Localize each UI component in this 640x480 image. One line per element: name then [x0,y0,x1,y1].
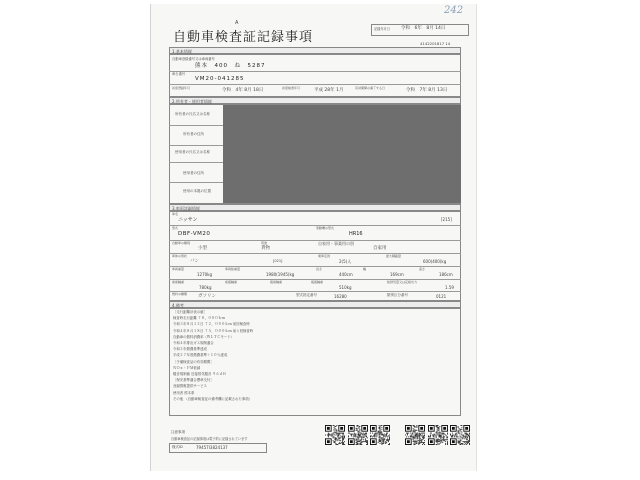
qr-code-icon [370,425,390,445]
qr-code-icon [450,425,470,445]
fuel-type-label: 燃料の種類 [172,292,188,296]
qr-code-icon [325,425,345,445]
capacity-value: 2(5)人 [339,259,352,264]
divider [169,266,461,267]
remark-line: 登録情報提供サービス [173,384,207,389]
user-address-label: 使用者の住所 [183,171,204,175]
max-load-label: 最大積載量 [386,254,402,258]
front-axle-value: 780kg [199,285,212,290]
user-name-label: 使用者の氏名又は名称 [175,150,210,154]
first-inspection-label: 初度検査年月 [282,86,301,90]
gross-weight-label: 車両総重量 [225,267,241,271]
body-shape-value: バン [190,259,199,264]
gross-weight-value: 1980(1945)kg [266,272,295,277]
remark-line: 令和４年８月１８日 ７５，０００ｋｍ 前々回検査時 [173,328,254,333]
remark-line: ＮＯｘ・ＰＭ低減 [173,365,201,370]
category-number-label: 類別区分番号 [387,293,408,297]
redaction-block [223,105,461,203]
first-registration-label: 初度登録年月 [172,86,191,90]
front-axle-label: 前前軸重 [172,280,185,284]
length-value: 440cm [339,272,353,277]
document-title: 自動車検査証記録事項 [173,30,314,45]
purpose-label: 自家用・事業用の別 [318,241,354,246]
remark-line: 令和３年８月１２日 ７２，０００ｋｍ 前回検査時 [173,322,250,327]
section-basic-info-title: 1.基本情報 [172,48,192,54]
revision-mark: A [235,20,239,26]
fuel-type-value: ガソリン [198,294,216,299]
width-value: 169cm [390,272,404,277]
remark-line: 検査時走行距離 ７８，０００ｋｍ [173,316,225,321]
owner-name-label: 所有者の氏名又は名称 [175,112,210,116]
type-designation-label: 型式指定番号 [296,293,317,297]
section-owner-title: 2.所有者・使用者情報 [172,98,212,104]
registration-number-label: 自動車登録番号又は車両番号 [172,57,215,61]
remark-line: ［保安基準適合標章交付］ [173,378,214,383]
max-load-value: 600(400)kg [423,259,447,264]
body-shape-label: 車体の形状 [172,254,188,258]
issue-date-value: 令和 6年 8月 14日 [401,26,446,31]
inspection-certificate-page [150,4,477,471]
registration-number-value: 熊本 400 ね 5287 [195,63,266,69]
divider [169,240,461,241]
qr-code-icon [348,425,368,445]
maker-label: 車名 [172,212,179,216]
section-remarks-title: 4.備考 [172,302,184,308]
expiry-date-value: 令和 7年 8月 13日 [406,88,448,93]
section-vehicle-title: 3.車両詳細情報 [172,205,200,211]
type-designation-value: 16280 [334,294,347,299]
width-label: 幅 [363,267,367,271]
notes-title: 注意事項 [171,430,185,434]
remark-line: ［予備検査証の有効期間］ [173,359,214,364]
vehicle-weight-label: 車両重量 [172,267,185,271]
remark-line: 令和４年排出ガス規制適合 [173,341,214,345]
section-owner-header [169,97,461,104]
model-label: 型式 [172,226,179,230]
engine-model-label: 原動機の型式 [316,226,335,230]
remark-line: その他 （自動車検査証の備考欄に記載された事項） [173,396,253,401]
expiry-date-label: 有効期間の満了する日 [355,86,386,90]
rear-axle-label: 後後軸重 [311,280,324,284]
form-id-label: 様式ID [172,445,183,449]
maker-value: ニッサン [178,217,198,223]
vehicle-class-label: 自動車の種別 [172,241,191,245]
section-remarks-header [169,301,461,308]
remark-line: 平成２７年度燃費基準＋１０％達成 [173,353,228,358]
form-id-value: 79457I3824137 [196,445,228,450]
reference-number: 4142201817 14 [420,41,451,46]
issue-date-label: 記録年月日 [374,27,390,31]
remark-line: 令和２年燃費基準達成 [173,347,207,352]
body-shape-code: [021] [273,259,283,263]
section-basic-info-header [169,47,461,54]
divider [169,71,461,72]
rear-front-axle-label: 後前軸重 [270,280,283,284]
handwritten-page-number: 242 [444,5,464,16]
chassis-number-label: 車台番号 [172,72,186,76]
front-rear-axle-label: 前後軸重 [225,280,238,284]
remark-line: ［走行距離計表示値］ [173,310,207,314]
remark-line: 使用者 熊本県 [173,390,195,395]
remark-line: 自動車の燃料消費率（ＷＬＴＣモード） [173,334,234,339]
purpose-value: 自家用 [373,246,387,251]
qr-code-icon [428,425,448,445]
use-value: 貨物 [261,246,270,251]
notes-text: 自動車検査証の記録事項は電子的に記録されています [171,437,248,441]
section-vehicle-header [169,204,461,211]
capacity-label: 乗車定員 [318,254,331,258]
qr-code-icon [405,425,425,445]
vehicle-class-value: 小型 [198,246,207,251]
vehicle-weight-value: 1270kg [197,272,213,277]
owner-address-label: 所有者の住所 [183,132,204,136]
first-inspection-value: 平成 28年 1月 [314,88,344,93]
displacement-value: 1.59 [445,285,454,290]
divider [169,84,461,85]
maker-code: [215] [441,217,452,222]
displacement-label: 総排気量又は定格出力 [387,280,418,284]
height-label: 高さ [419,267,426,271]
divider [169,253,461,254]
model-value: DBF-VM20 [178,231,211,237]
divider [169,291,461,292]
first-registration-value: 令和 4年 8月 18日 [222,88,264,93]
remark-line: 騒音規制値 近接排気騒音 ９６ｄＢ [173,372,227,376]
use-label: 用途 [261,241,268,245]
engine-model-value: HR16 [349,231,363,237]
base-location-label: 使用の本拠の位置 [183,189,211,193]
height-value: 186cm [439,272,453,277]
divider [169,225,461,226]
chassis-number-value: VM20-041285 [195,76,245,82]
category-number-value: 0121 [436,294,447,299]
rear-axle-value: 510kg [339,285,352,290]
length-label: 長さ [316,267,323,271]
